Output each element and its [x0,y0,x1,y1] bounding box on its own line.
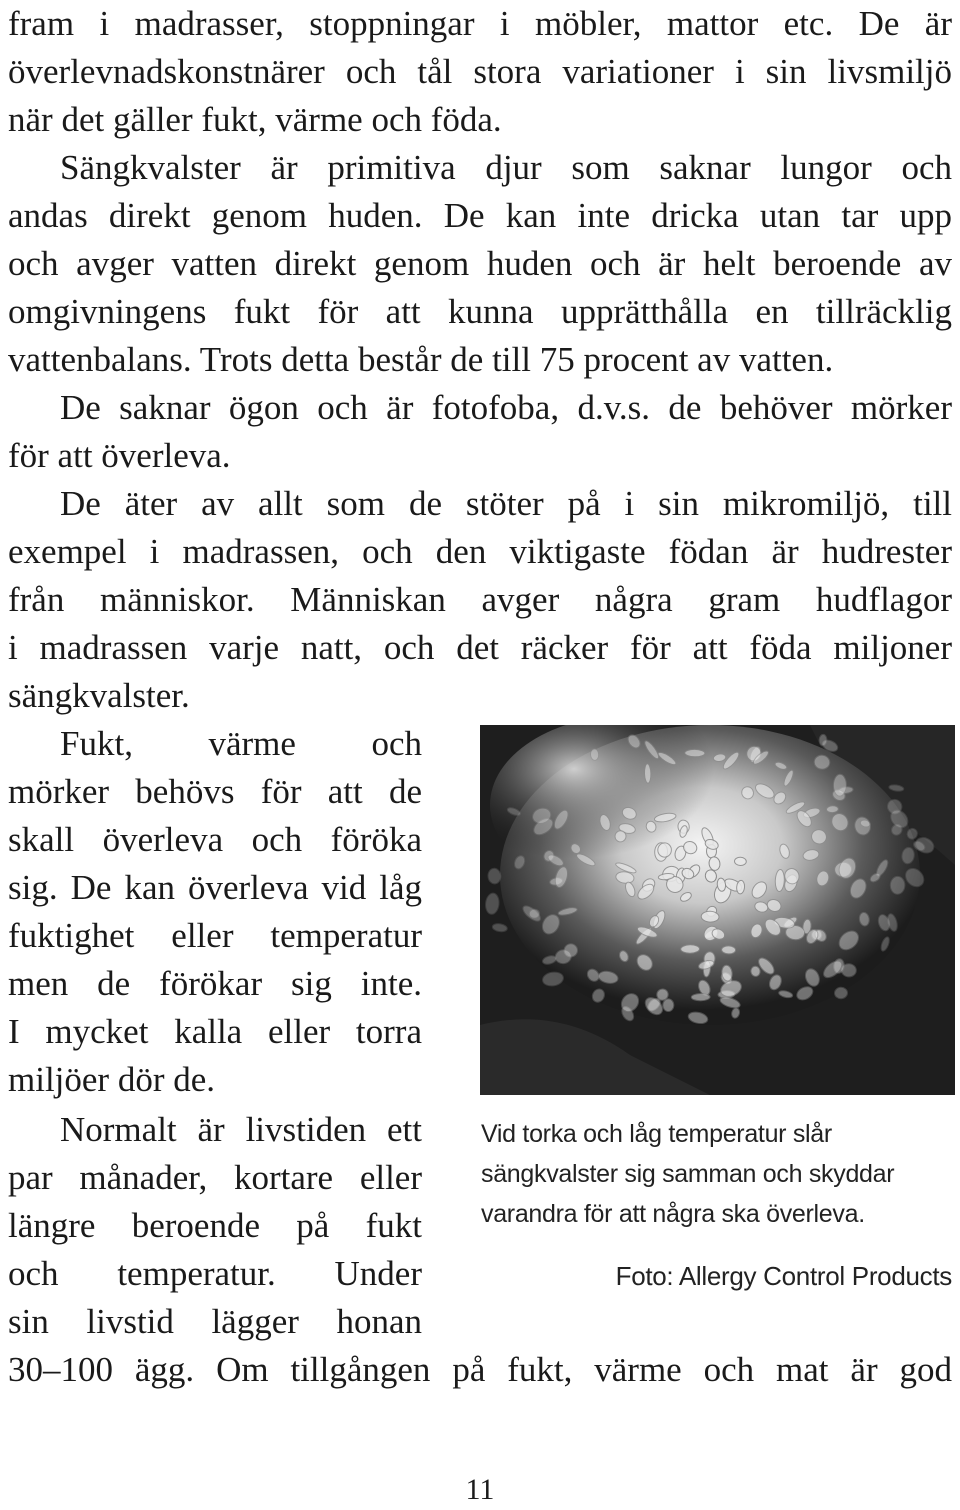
body-line: exempel i madrassen, och den viktigaste födan är hudrester [8,532,952,571]
dust-mite-photo [480,725,955,1095]
photo-caption-line: Vid torka och låg temperatur slår [481,1120,832,1148]
body-line: men de förökar sig inte. [8,964,422,1003]
photo-caption-line: sängkvalster sig samman och skyddar [481,1160,895,1188]
body-line: när det gäller fukt, värme och föda. [8,100,502,139]
body-line: och temperatur. Under [8,1254,422,1293]
body-line: andas direkt genom huden. De kan inte dricka utan tar upp [8,196,952,235]
body-line: 30–100 ägg. Om tillgången på fukt, värme och mat är god [8,1350,952,1389]
body-line: och avger vatten direkt genom huden och är helt beroende av [8,244,952,283]
body-line: fuktighet eller temperatur [8,916,422,955]
body-line: Normalt är livstiden ett [60,1110,422,1149]
body-line: miljöer dör de. [8,1060,216,1099]
body-line: sängkvalster. [8,676,190,715]
body-line: par månader, kortare eller [8,1158,422,1197]
body-line: sig. De kan överleva vid låg [8,868,422,907]
body-line: Fukt, värme och [60,724,422,763]
body-line: Sängkvalster är primitiva djur som saknar lungor och [60,148,952,187]
body-line: fram i madrasser, stoppningar i möbler, mattor etc. De är [8,4,952,43]
body-line: sin livstid lägger honan [8,1302,422,1341]
body-line: för att överleva. [8,436,231,475]
body-line: omgivningens fukt för att kunna upprätthålla en tillräcklig [8,292,952,331]
body-line: I mycket kalla eller torra [8,1012,422,1051]
photo-caption-line: varandra för att några ska överleva. [481,1200,865,1228]
body-line: överlevnadskonstnärer och tål stora variationer i sin livsmiljö [8,52,952,91]
body-line: De äter av allt som de stöter på i sin mikromiljö, till [60,484,952,523]
page-number: 11 [465,1473,495,1506]
photo-credit: Foto: Allergy Control Products [615,1261,952,1291]
body-line: från människor. Människan avger några gram hudflagor [8,580,952,619]
body-line: mörker behövs för att de [8,772,422,811]
body-line: i madrassen varje natt, och det räcker för att föda miljoner [8,628,952,667]
body-line: De saknar ögon och är fotofoba, d.v.s. de behöver mörker [60,388,952,427]
body-line: längre beroende på fukt [8,1206,422,1245]
body-line: skall överleva och föröka [8,820,422,859]
mite-cluster-image [480,725,955,1095]
body-line: vattenbalans. Trots detta består de till 75 procent av vatten. [8,340,834,379]
